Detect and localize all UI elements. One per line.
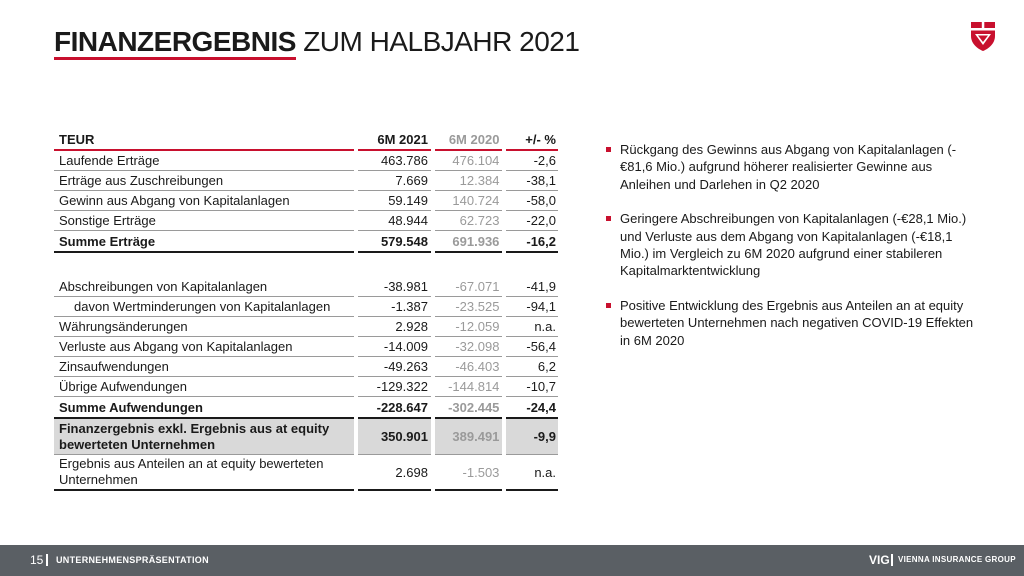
- footer-divider: [46, 554, 48, 566]
- row-value-2021: 2.928: [358, 317, 431, 337]
- row-value-2021: -1.387: [358, 297, 431, 317]
- table-row: [54, 377, 558, 397]
- table-row-total-income: [54, 231, 558, 253]
- table-row: [54, 317, 558, 337]
- brand-divider: [891, 554, 893, 566]
- row-value-change: -9,9: [506, 419, 558, 455]
- table-row: [54, 357, 558, 377]
- bullet-square-icon: [606, 216, 611, 221]
- financial-results-table: [54, 129, 558, 491]
- page-title-rest: ZUM HALBJAHR 2021: [303, 26, 580, 57]
- row-label: Währungsänderungen: [54, 317, 354, 337]
- row-value-change: -41,9: [506, 277, 558, 297]
- table-row-equity-result: [54, 455, 558, 491]
- table-row: [54, 171, 558, 191]
- table-row-financial-result: [54, 419, 558, 455]
- row-value-2021: 579.548: [358, 231, 431, 253]
- list-item: [606, 210, 978, 280]
- table-row: [54, 191, 558, 211]
- row-label: Ergebnis aus Anteilen an at equity bewerteten Unternehmen: [54, 455, 354, 491]
- table-gap: [54, 253, 558, 277]
- page-title: [54, 26, 579, 58]
- row-value-change: -38,1: [506, 171, 558, 191]
- vig-shield-logo-icon: [970, 18, 996, 52]
- row-value-2020: -302.445: [435, 397, 502, 419]
- row-value-2020: -67.071: [435, 277, 502, 297]
- row-label: Zinsaufwendungen: [54, 357, 354, 377]
- row-value-change: n.a.: [506, 455, 558, 491]
- row-label: davon Wertminderungen von Kapitalanlagen: [54, 297, 354, 317]
- row-value-2020: 62.723: [435, 211, 502, 231]
- vig-brand-text: VIENNA INSURANCE GROUP: [898, 555, 1016, 564]
- table-row: [54, 337, 558, 357]
- row-label: Laufende Erträge: [54, 151, 354, 171]
- footer-text: UNTERNEHMENSPRÄSENTATION: [56, 555, 209, 565]
- row-value-2020: 12.384: [435, 171, 502, 191]
- row-value-2020: -12.059: [435, 317, 502, 337]
- row-value-2021: -38.981: [358, 277, 431, 297]
- row-value-2020: 691.936: [435, 231, 502, 253]
- footer-bar: [0, 545, 1024, 576]
- row-value-2021: -14.009: [358, 337, 431, 357]
- row-value-2021: -49.263: [358, 357, 431, 377]
- bullet-text: Geringere Abschreibungen von Kapitalanlagen (-€28,1 Mio.) und Verluste aus dem Abgang von Kapitalanlagen (-€18,1 Mio.) im Vergleich zu 6M 2020 aufgrund einer stabileren Kapitalmarktentwicklung: [620, 211, 967, 279]
- row-value-2020: -144.814: [435, 377, 502, 397]
- header-col-2021: 6M 2021: [358, 129, 431, 151]
- row-label: Erträge aus Zuschreibungen: [54, 171, 354, 191]
- row-value-2021: 59.149: [358, 191, 431, 211]
- row-value-2021: 48.944: [358, 211, 431, 231]
- row-value-change: -22,0: [506, 211, 558, 231]
- row-label: Summe Aufwendungen: [54, 397, 354, 419]
- list-item: [606, 141, 978, 193]
- header-col-2020: 6M 2020: [435, 129, 502, 151]
- row-value-change: -2,6: [506, 151, 558, 171]
- list-item: [606, 297, 978, 349]
- table-header: [54, 129, 558, 151]
- row-value-2020: 140.724: [435, 191, 502, 211]
- row-value-2020: -1.503: [435, 455, 502, 491]
- row-value-change: n.a.: [506, 317, 558, 337]
- row-value-change: 6,2: [506, 357, 558, 377]
- row-value-2021: 350.901: [358, 419, 431, 455]
- row-value-2021: -129.322: [358, 377, 431, 397]
- table-row: [54, 277, 558, 297]
- row-value-2021: -228.647: [358, 397, 431, 419]
- bullet-square-icon: [606, 147, 611, 152]
- row-label: Übrige Aufwendungen: [54, 377, 354, 397]
- row-label: Abschreibungen von Kapitalanlagen: [54, 277, 354, 297]
- commentary-list: [606, 141, 978, 366]
- row-value-2021: 7.669: [358, 171, 431, 191]
- bullet-text: Rückgang des Gewinns aus Abgang von Kapitalanlagen (-€81,6 Mio.) aufgrund höherer realisierter Gewinne aus Anleihen und Darlehen in Q2 2020: [620, 142, 957, 192]
- row-value-2021: 463.786: [358, 151, 431, 171]
- table-row: [54, 151, 558, 171]
- row-value-change: -56,4: [506, 337, 558, 357]
- row-label: Sonstige Erträge: [54, 211, 354, 231]
- row-value-change: -94,1: [506, 297, 558, 317]
- bullet-square-icon: [606, 303, 611, 308]
- row-value-2020: -23.525: [435, 297, 502, 317]
- row-value-change: -24,4: [506, 397, 558, 419]
- table-row: [54, 211, 558, 231]
- row-label: Gewinn aus Abgang von Kapitalanlagen: [54, 191, 354, 211]
- row-value-2020: 476.104: [435, 151, 502, 171]
- header-label: TEUR: [54, 129, 354, 151]
- row-label: Summe Erträge: [54, 231, 354, 253]
- table-row: [54, 297, 558, 317]
- row-value-change: -58,0: [506, 191, 558, 211]
- row-value-change: -16,2: [506, 231, 558, 253]
- page-title-bold: FINANZERGEBNIS: [54, 26, 296, 60]
- row-value-2020: -46.403: [435, 357, 502, 377]
- row-value-2020: -32.098: [435, 337, 502, 357]
- row-label: Verluste aus Abgang von Kapitalanlagen: [54, 337, 354, 357]
- row-value-2021: 2.698: [358, 455, 431, 491]
- row-value-change: -10,7: [506, 377, 558, 397]
- page-number: 15: [30, 553, 44, 567]
- vig-brand-logo: VIG: [869, 553, 890, 567]
- row-value-2020: 389.491: [435, 419, 502, 455]
- header-col-change: +/- %: [506, 129, 558, 151]
- bullet-text: Positive Entwicklung des Ergebnis aus Anteilen an at equity bewerteten Unternehmen nach negativen COVID-19 Effekten in 6M 2020: [620, 297, 974, 348]
- table-row-total-expenses: [54, 397, 558, 419]
- row-label: Finanzergebnis exkl. Ergebnis aus at equity bewerteten Unternehmen: [54, 419, 354, 455]
